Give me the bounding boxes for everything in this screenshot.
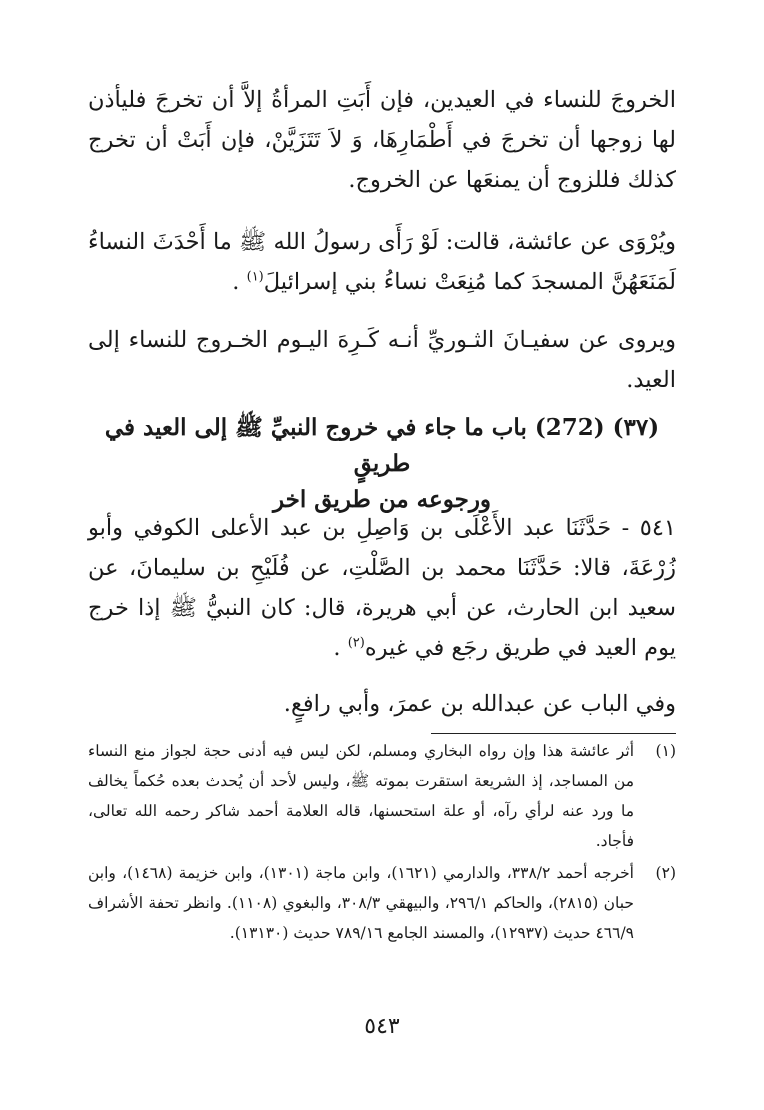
paragraph-chapter-references [88, 684, 676, 724]
page-number: ٥٤٣ [364, 1014, 400, 1039]
chapter-title-line-1: (٣٧) (272) باب ما جاء في خروج النبيِّ ﷺ إلى العيد في طريقٍ [104, 414, 660, 477]
hadith-text [88, 508, 676, 668]
paragraph-text: ويروى عن سفيـانَ الثـوريِّ أنـه كَـرِهَ اليـوم الخـروج للنساء إلى العيد. [88, 327, 676, 393]
footnotes-section [88, 736, 676, 948]
footnote-ref-2[interactable]: (٢) [347, 635, 365, 651]
footnote-number: (٢) [655, 864, 676, 882]
paragraph-women-going-out [88, 80, 676, 200]
chapter-heading [96, 410, 668, 518]
footnote-ref-1[interactable]: (١) [246, 269, 264, 285]
footnote-1 [88, 736, 676, 856]
narration-text: ويُرْوَى عن عائشة، قالت: لَوْ رَأَى رسولُ الله ﷺ ما أَحْدَثَ النساءُ لَمَنَعَهُنَّ المسجدَ كما مُنِعَتْ نساءُ بني إسرائيلَ [88, 229, 676, 295]
paragraph-text: الخروجَ للنساء في العيدين، فإن أَبَتِ المرأةُ إلاَّ أن تخرجَ فليأذن لها زوجها أن تخرجَ في أَطْمَارِهَا، وَ لاَ تَتَزَيَّنْ، فإن أَبَتْ أن تخرج كذلك فللزوج أن يمنعَها عن الخروج. [88, 87, 676, 193]
paragraph-text [88, 222, 676, 302]
sentence-end: . [232, 269, 247, 295]
footnote-divider [431, 733, 676, 734]
footnote-2 [88, 858, 676, 948]
hadith-body: ٥٤١ - حَدَّثَنَا عبد الأَعْلَى بن وَاصِلِ بن عبد الأعلى الكوفي وأبو زُرْعَةَ، قالا: حَدَّثَنَا محمد بن الصَّلْتِ، عن فُلَيْحِ بن سليمانَ، عن سعيد ابن الحارث، عن أبي هريرة، قال: كان النبيُّ ﷺ إذا خرج يوم العيد في طريق رجَع في غيره [88, 515, 676, 661]
footnote-number: (١) [655, 742, 676, 760]
paragraph-text: وفي الباب عن عبدالله بن عمرَ، وأبي رافعٍ. [283, 691, 676, 717]
sentence-end: . [333, 635, 348, 661]
footnote-text: أخرجه أحمد ٣٣٨/٢، والدارمي (١٦٢١)، وابن ماجة (١٣٠١)، وابن خزيمة (١٤٦٨)، وابن حبان (٢٨١٥)، والحاكم ٢٩٦/١، والبيهقي ٣٠٨/٣، والبغوي (١١٠٨). وانظر تحفة الأشراف ٤٦٦/٩ حديث (١٢٩٣٧)، والمسند الجامع ٧٨٩/١٦ حديث (١٣١٣٠). [88, 864, 634, 942]
paragraph-sufyan-narration [88, 320, 676, 400]
paragraph-aisha-narration [88, 222, 676, 302]
chapter-title-line-2: ورجوعه من طريق اخر [272, 486, 492, 513]
footnote-text: أثر عائشة هذا وإن رواه البخاري ومسلم، لكن ليس فيه أدنى حجة لجواز منع النساء من المساجد، إذ الشريعة استقرت بموته ﷺ، وليس لأحد أن يُحدث بعده حُكماً يخالف ما ورد عنه لرأي رآه، أو علة استحسنها، قاله العلامة أحمد شاكر رحمه الله تعالى، فأجاد. [88, 742, 634, 850]
hadith-541 [88, 508, 676, 668]
